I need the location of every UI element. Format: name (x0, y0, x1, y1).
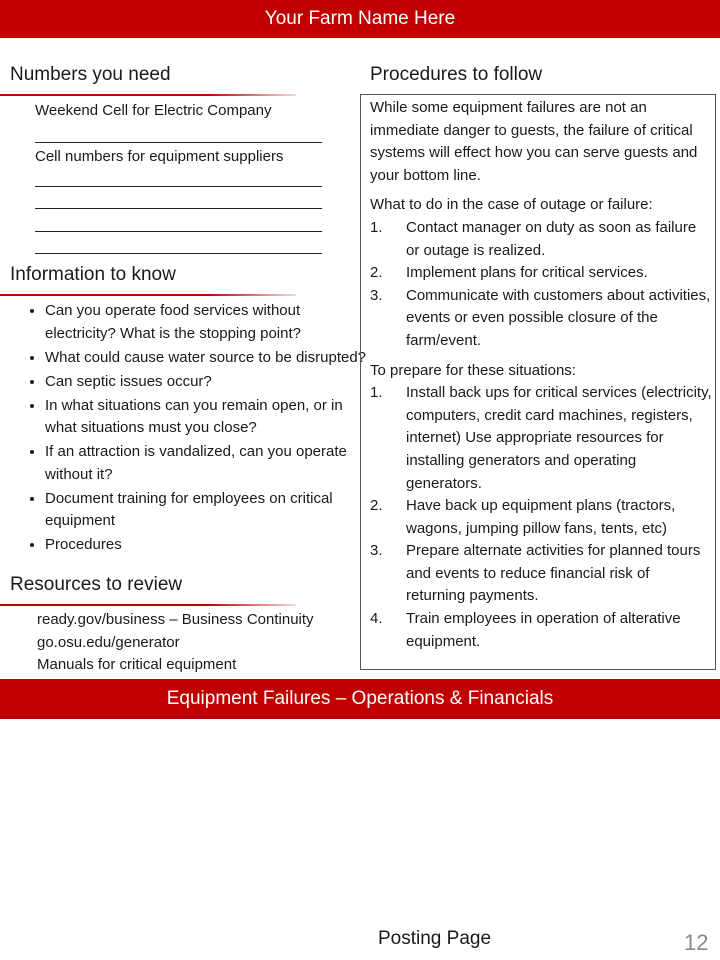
prepare-step (370, 608, 712, 653)
outage-step (370, 285, 712, 353)
step-number: 2. (370, 497, 383, 515)
prepare-title: To prepare for these situations: (370, 361, 576, 379)
resource-item: go.osu.edu/generator (37, 634, 180, 651)
step-number: 4. (370, 610, 383, 628)
resources-heading: Resources to review (10, 574, 183, 595)
procedures-intro: While some equipment failures are not an immediate danger to guests, the failure of critical systems will effect how you can serve guests and your bottom line. (370, 99, 698, 184)
step-text: Install back ups for critical services (electricity, computers, credit card machines, registers, internet) Use appropriate resources for installing generators and operating generators. (406, 384, 712, 492)
info-item: • If an attraction is vandalized, can you operate without it? (45, 441, 371, 486)
numbers-divider (0, 94, 296, 96)
phone-blank-line (35, 231, 322, 232)
step-text: Prepare alternate activities for planned tours and events to reduce financial risk of returning payments. (406, 542, 701, 605)
prepare-step (370, 540, 712, 608)
procedures-heading: Procedures to follow (370, 64, 543, 85)
phone-blank-line (35, 253, 322, 254)
prepare-step (370, 382, 712, 495)
step-number: 1. (370, 218, 383, 236)
section-title: Equipment Failures – Operations & Financials (166, 688, 554, 709)
step-number: 3. (370, 542, 383, 560)
step-text: Communicate with customers about activities, events or even possible closure of the farm/event. (406, 286, 711, 349)
page-number: 12 (684, 930, 709, 955)
step-text: Contact manager on duty as soon as failure or outage is realized. (406, 218, 697, 259)
step-number: 1. (370, 384, 383, 402)
info-list (27, 300, 371, 558)
info-item: • What could cause water source to be disrupted? (45, 347, 371, 370)
info-item: • Can you operate food services without electricity? What is the stopping point? (45, 300, 371, 345)
info-item: • Document training for employees on critical equipment (45, 488, 371, 533)
outage-step (370, 217, 712, 262)
farm-name-banner (0, 0, 720, 38)
equipment-suppliers-label: Cell numbers for equipment suppliers (35, 148, 284, 165)
outage-steps (370, 217, 712, 353)
step-text: Train employees in operation of alterative equipment. (406, 610, 681, 650)
prepare-steps (370, 382, 712, 653)
section-title-banner (0, 679, 720, 719)
prepare-step (370, 495, 712, 540)
electric-company-label: Weekend Cell for Electric Company (35, 102, 272, 119)
step-number: 2. (370, 264, 383, 282)
procedures-content (370, 97, 712, 653)
outage-title: What to do in the case of outage or failure: (370, 196, 653, 214)
resource-item: ready.gov/business – Business Continuity (37, 611, 314, 628)
info-item: • In what situations can you remain open, or in what situations must you close? (45, 395, 371, 440)
numbers-heading: Numbers you need (10, 64, 171, 85)
resources-divider (0, 604, 296, 606)
resource-item: Manuals for critical equipment (37, 656, 237, 673)
phone-blank-line (35, 208, 322, 209)
procedures-box (360, 94, 716, 670)
info-item: • Procedures (45, 534, 371, 557)
info-item: • Can septic issues occur? (45, 371, 371, 394)
step-number: 3. (370, 286, 383, 304)
step-text: Have back up equipment plans (tractors, wagons, jumping pillow fans, tents, etc) (406, 497, 676, 537)
outage-step (370, 262, 712, 285)
phone-blank-line (35, 186, 322, 187)
farm-name-title: Your Farm Name Here (264, 8, 456, 29)
step-text: Implement plans for critical services. (406, 264, 648, 282)
posting-page-label: Posting Page (378, 928, 492, 949)
info-heading: Information to know (10, 264, 176, 285)
info-divider (0, 294, 296, 296)
phone-blank-line (35, 142, 322, 143)
